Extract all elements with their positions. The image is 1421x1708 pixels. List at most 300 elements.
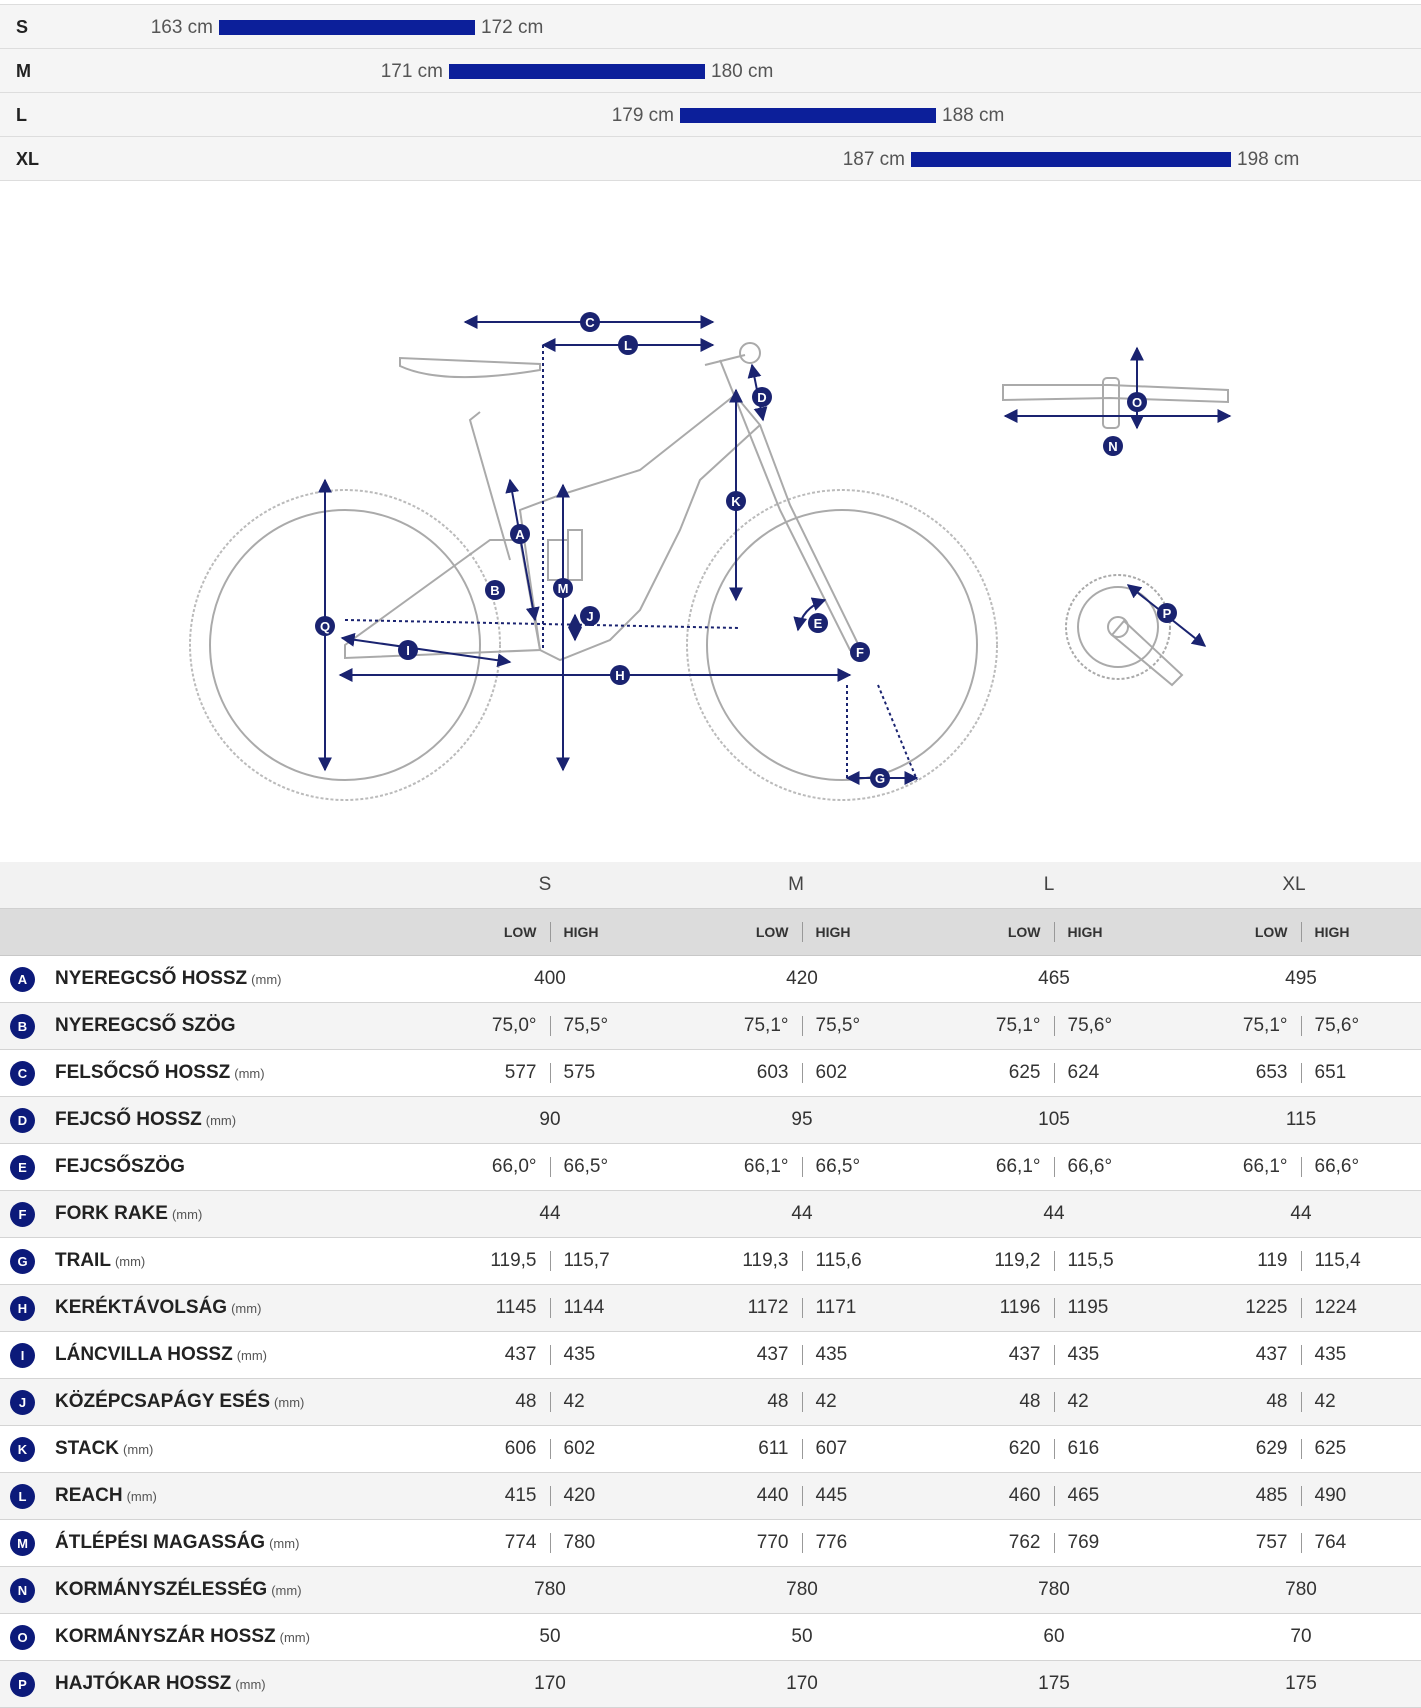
min-height-label: 179 cm [611,105,674,126]
high-value: 435 [1067,1344,1100,1365]
low-value: 770 [756,1532,789,1553]
parameter-badge: C [10,1061,35,1086]
svg-text:O: O [1131,395,1143,410]
parameter-unit: (mm) [123,1442,154,1457]
low-value: 66,1° [743,1156,789,1177]
value-cell [465,1473,635,1519]
low-value: 485 [1255,1485,1288,1506]
parameter-label: KORMÁNYSZÉLESSÉG [55,1579,268,1600]
parameter-label: TRAIL [55,1250,111,1271]
size-row-s [0,4,1421,48]
high-label: HIGH [1067,924,1103,940]
parameter-name [55,1391,304,1413]
high-label: HIGH [1314,924,1350,940]
low-value: 75,1° [743,1015,789,1036]
table-row [0,1567,1421,1614]
value: 60 [1043,1626,1065,1647]
size-code: S [16,17,29,37]
value-cell [717,1238,887,1284]
parameter-unit: (mm) [205,1113,237,1128]
parameter-unit: (mm) [271,1583,302,1598]
value-cell [969,1144,1139,1190]
geometry-table-body [0,956,1421,1708]
table-row [0,1003,1421,1050]
table-row [0,1097,1421,1144]
high-value: 420 [563,1485,596,1506]
parameter-badge: M [10,1531,35,1556]
value-cell [465,1097,635,1143]
low-value: 437 [1008,1344,1041,1365]
low-value: 75,1° [1242,1015,1288,1036]
size-header-row [0,862,1421,909]
low-value: 437 [1255,1344,1288,1365]
value-cell [465,1144,635,1190]
parameter-unit: (mm) [235,1677,266,1692]
value: 780 [534,1579,566,1600]
high-value: 445 [815,1485,848,1506]
value-cell [465,1003,635,1049]
high-label: HIGH [563,924,599,940]
value-cell [717,1426,887,1472]
parameter-badge: G [10,1249,35,1274]
badge-b-icon [485,580,505,600]
low-label: LOW [755,924,789,940]
high-value: 624 [1067,1062,1100,1083]
low-value: 440 [756,1485,789,1506]
high-value: 435 [1314,1344,1347,1365]
high-value: 42 [1067,1391,1089,1412]
size-range [380,49,774,92]
low-value: 1225 [1245,1297,1288,1318]
value-cell [969,1191,1139,1237]
table-row [0,956,1421,1003]
badge-j-icon [580,606,600,626]
min-height-label: 163 cm [150,17,213,38]
badge-k-icon [726,491,746,511]
low-value: 437 [756,1344,789,1365]
table-row [0,1661,1421,1708]
low-high-header [717,909,887,955]
parameter-badge: D [10,1108,35,1133]
height-range-bar [449,64,705,79]
high-value: 780 [563,1532,596,1553]
high-value: 764 [1314,1532,1347,1553]
badge-a-icon [510,524,530,544]
high-value: 115,6 [815,1250,862,1271]
value: 170 [534,1673,566,1694]
badge-p-icon [1157,603,1177,623]
value-cell [1216,1003,1386,1049]
parameter-name [55,1203,202,1225]
high-value: 75,6° [1314,1015,1360,1036]
table-row [0,1379,1421,1426]
value-cell [1216,1191,1386,1237]
size-code: L [16,105,27,125]
size-row-l [0,92,1421,136]
high-value: 66,5° [815,1156,861,1177]
svg-text:N: N [1108,439,1118,454]
size-label: L [1043,874,1055,895]
low-value: 1172 [747,1297,789,1318]
value: 780 [1038,1579,1070,1600]
value: 175 [1038,1673,1070,1694]
parameter-unit: (mm) [236,1348,268,1363]
value-cell [1216,1238,1386,1284]
high-value: 75,6° [1067,1015,1113,1036]
height-range-bar [911,152,1231,167]
min-height-label: 187 cm [842,149,905,170]
high-value: 776 [815,1532,848,1553]
low-label: LOW [1007,924,1041,940]
low-value: 1145 [495,1297,537,1318]
low-label: LOW [503,924,537,940]
svg-text:P: P [1162,606,1172,621]
value-cell [1216,1520,1386,1566]
parameter-unit: (mm) [114,1254,146,1269]
value-cell [717,1144,887,1190]
height-range-bar [680,108,936,123]
value: 44 [791,1203,813,1224]
value: 115 [1285,1109,1317,1130]
size-range [150,5,544,48]
size-header [984,862,1114,908]
table-row [0,1238,1421,1285]
high-value: 1224 [1314,1297,1357,1318]
parameter-label: NYEREGCSŐ HOSSZ [55,968,248,989]
size-range [611,93,1005,136]
value-cell [465,1332,635,1378]
table-row [0,1050,1421,1097]
value: 44 [1043,1203,1065,1224]
value: 465 [1038,968,1070,989]
low-value: 415 [504,1485,537,1506]
high-value: 465 [1067,1485,1100,1506]
low-high-header [969,909,1139,955]
value: 780 [1285,1579,1317,1600]
parameter-badge: F [10,1202,35,1227]
size-label: M [788,874,804,895]
high-value: 75,5° [815,1015,861,1036]
value-cell [465,1238,635,1284]
value: 90 [539,1109,561,1130]
high-value: 66,6° [1067,1156,1113,1177]
high-value: 66,5° [563,1156,609,1177]
table-row [0,1520,1421,1567]
parameter-unit: (mm) [269,1536,300,1551]
high-value: 1195 [1067,1297,1109,1318]
value-cell [717,1332,887,1378]
parameter-unit: (mm) [234,1066,265,1081]
low-value: 119,3 [742,1250,789,1271]
parameter-name [55,1344,267,1366]
low-value: 460 [1008,1485,1041,1506]
parameter-unit: (mm) [274,1395,305,1410]
low-value: 603 [756,1062,789,1083]
low-value: 119,5 [490,1250,537,1271]
value-cell [717,1520,887,1566]
high-value: 625 [1314,1438,1347,1459]
parameter-name [55,1579,302,1601]
value-cell [1216,1661,1386,1707]
svg-text:L: L [624,338,632,353]
high-value: 435 [563,1344,596,1365]
parameter-name [55,1532,299,1554]
max-height-label: 198 cm [1237,149,1300,170]
value: 50 [791,1626,813,1647]
badge-n-icon [1103,436,1123,456]
value-cell [1216,1144,1386,1190]
parameter-label: REACH [55,1485,123,1506]
high-value: 490 [1314,1485,1347,1506]
low-value: 75,1° [995,1015,1041,1036]
max-height-label: 188 cm [942,105,1005,126]
badge-c-icon [580,312,600,332]
value-cell [969,1285,1139,1331]
parameter-name [55,1015,240,1037]
low-value: 611 [758,1438,789,1459]
value-cell [1216,956,1386,1002]
value-cell [717,1003,887,1049]
low-value: 437 [504,1344,537,1365]
high-value: 1144 [563,1297,605,1318]
parameter-label: ÁTLÉPÉSI MAGASSÁG [55,1532,266,1553]
value-cell [969,1097,1139,1143]
low-value: 653 [1255,1062,1288,1083]
value-cell [717,1567,887,1613]
size-label: XL [1282,874,1306,895]
low-value: 75,0° [491,1015,537,1036]
low-high-header [465,909,635,955]
value: 50 [539,1626,561,1647]
value-cell [465,1191,635,1237]
badge-o-icon [1127,392,1147,412]
parameter-badge: H [10,1296,35,1321]
svg-text:I: I [406,643,410,658]
low-value: 48 [515,1391,537,1412]
svg-text:E: E [813,616,823,631]
value-cell [717,1285,887,1331]
parameter-label: FORK RAKE [55,1203,168,1224]
parameter-name [55,1062,265,1084]
parameter-label: KORMÁNYSZÁR HOSSZ [55,1626,276,1647]
bike-outline [190,343,1228,800]
min-height-label: 171 cm [380,61,443,82]
badge-l-icon [618,335,638,355]
parameter-name [55,1438,153,1460]
size-range-chart [0,4,1421,181]
value-cell [465,1426,635,1472]
low-value: 762 [1008,1532,1041,1553]
parameter-unit: (mm) [279,1630,310,1645]
badge-q-icon [315,616,335,636]
value-cell [465,1661,635,1707]
value-cell [465,956,635,1002]
parameter-badge: E [10,1155,35,1180]
value-cell [969,1003,1139,1049]
low-value: 48 [1266,1391,1288,1412]
badge-d-icon [752,387,772,407]
value-cell [465,1379,635,1425]
high-value: 602 [563,1438,596,1459]
value-cell [969,956,1139,1002]
value-cell [717,1473,887,1519]
geometry-table [0,862,1421,1708]
svg-text:B: B [490,583,500,598]
high-value: 1171 [815,1297,857,1318]
value: 95 [791,1109,813,1130]
value-cell [969,1238,1139,1284]
value-cell [1216,1097,1386,1143]
parameter-unit: (mm) [126,1489,157,1504]
parameter-badge: A [10,967,35,992]
size-row-xl [0,136,1421,181]
high-value: 575 [563,1062,596,1083]
high-value: 435 [815,1344,848,1365]
low-label: LOW [1254,924,1288,940]
low-value: 577 [504,1062,537,1083]
high-value: 115,4 [1314,1250,1361,1271]
value-cell [465,1567,635,1613]
low-value: 66,1° [995,1156,1041,1177]
size-code: M [16,61,31,81]
high-value: 42 [1314,1391,1336,1412]
size-row-m [0,48,1421,92]
value-cell [969,1567,1139,1613]
svg-text:F: F [856,645,864,660]
parameter-name [55,1673,266,1695]
size-label: S [538,874,552,895]
low-value: 629 [1255,1438,1288,1459]
size-header [1229,862,1359,908]
low-value: 625 [1008,1062,1041,1083]
parameter-name [55,1109,236,1131]
low-value: 119 [1257,1250,1288,1271]
value-cell [1216,1426,1386,1472]
parameter-label: STACK [55,1438,120,1459]
value-cell [969,1473,1139,1519]
value-cell [1216,1567,1386,1613]
badge-i-icon [398,640,418,660]
bike-illustration [0,180,1421,860]
svg-text:Q: Q [319,619,331,634]
parameter-label: HAJTÓKAR HOSSZ [55,1673,232,1694]
value-cell [1216,1285,1386,1331]
value: 175 [1285,1673,1317,1694]
parameter-unit: (mm) [231,1301,262,1316]
table-row [0,1332,1421,1379]
value-cell [969,1379,1139,1425]
value-cell [465,1050,635,1096]
value-cell [717,1191,887,1237]
svg-text:G: G [874,771,886,786]
parameter-unit: (mm) [251,972,282,987]
low-value: 119,2 [994,1250,1041,1271]
parameter-label: FEJCSŐSZÖG [55,1156,185,1177]
table-row [0,1191,1421,1238]
low-value: 66,1° [1242,1156,1288,1177]
parameter-label: NYEREGCSŐ SZÖG [55,1015,236,1036]
parameter-badge: B [10,1014,35,1039]
low-value: 606 [504,1438,537,1459]
high-value: 115,5 [1067,1250,1114,1271]
high-value: 66,6° [1314,1156,1360,1177]
svg-text:K: K [731,494,741,509]
svg-text:D: D [757,390,767,405]
low-value: 757 [1255,1532,1288,1553]
high-value: 607 [815,1438,848,1459]
value-cell [969,1614,1139,1660]
max-height-label: 172 cm [481,17,544,38]
table-row [0,1285,1421,1332]
value-cell [969,1661,1139,1707]
parameter-badge: J [10,1390,35,1415]
svg-text:M: M [557,581,569,596]
value-cell [1216,1332,1386,1378]
value: 495 [1285,968,1317,989]
svg-text:C: C [585,315,595,330]
height-range-bar [219,20,475,35]
table-row [0,1473,1421,1520]
value-cell [969,1050,1139,1096]
parameter-label: LÁNCVILLA HOSSZ [55,1344,233,1365]
badge-m-icon [553,578,573,598]
svg-text:H: H [615,668,625,683]
value-cell [969,1332,1139,1378]
value-cell [717,1614,887,1660]
table-row [0,1426,1421,1473]
low-high-header [1216,909,1386,955]
table-row [0,1144,1421,1191]
low-value: 620 [1008,1438,1041,1459]
low-high-header-row [0,909,1421,956]
low-value: 48 [1019,1391,1041,1412]
parameter-name [55,1485,157,1507]
parameter-label: KERÉKTÁVOLSÁG [55,1297,228,1318]
low-value: 1196 [999,1297,1041,1318]
badge-f-icon [850,642,870,662]
badge-e-icon [808,613,828,633]
high-value: 115,7 [563,1250,610,1271]
badge-g-icon [870,768,890,788]
parameter-label: KÖZÉPCSAPÁGY ESÉS [55,1391,271,1412]
low-value: 774 [504,1532,537,1553]
value: 780 [786,1579,818,1600]
parameter-name [55,1250,145,1272]
high-value: 616 [1067,1438,1100,1459]
parameter-name [55,1156,189,1178]
parameter-badge: N [10,1578,35,1603]
value-cell [465,1285,635,1331]
value-cell [465,1614,635,1660]
value-cell [717,956,887,1002]
value-cell [1216,1614,1386,1660]
parameter-badge: K [10,1437,35,1462]
high-value: 42 [815,1391,837,1412]
high-value: 651 [1314,1062,1347,1083]
size-code: XL [16,149,40,169]
parameter-badge: I [10,1343,35,1368]
value-cell [717,1661,887,1707]
svg-text:A: A [515,527,525,542]
parameter-badge: L [10,1484,35,1509]
value-cell [1216,1473,1386,1519]
value-cell [465,1520,635,1566]
high-value: 75,5° [563,1015,609,1036]
value-cell [717,1050,887,1096]
parameter-unit: (mm) [171,1207,203,1222]
value-cell [1216,1050,1386,1096]
value: 400 [534,968,566,989]
